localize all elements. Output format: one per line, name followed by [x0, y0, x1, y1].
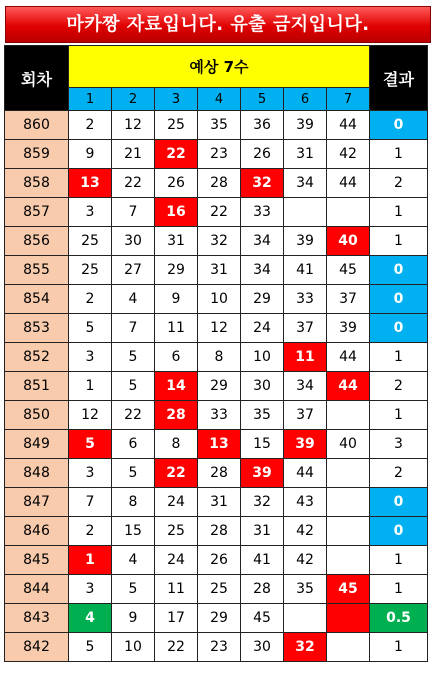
number-cell	[327, 633, 370, 662]
round-number: 849	[5, 430, 69, 459]
hit-number-cell: 4	[69, 604, 112, 633]
number-cell: 43	[284, 488, 327, 517]
result-cell: 0	[370, 517, 428, 546]
result-cell: 3	[370, 430, 428, 459]
hit-number-cell: 40	[327, 227, 370, 256]
number-cell: 9	[155, 285, 198, 314]
table-row	[5, 169, 428, 198]
hit-number-cell: 13	[198, 430, 241, 459]
round-number: 855	[5, 256, 69, 285]
round-number: 853	[5, 314, 69, 343]
number-cell: 11	[155, 314, 198, 343]
number-cell: 30	[241, 633, 284, 662]
column-header-5: 5	[241, 88, 284, 111]
column-header-3: 3	[155, 88, 198, 111]
number-cell: 7	[69, 488, 112, 517]
number-cell: 28	[198, 169, 241, 198]
number-cell: 33	[241, 198, 284, 227]
column-header-4: 4	[198, 88, 241, 111]
number-cell: 3	[69, 459, 112, 488]
round-number: 859	[5, 140, 69, 169]
number-cell	[327, 488, 370, 517]
number-cell: 25	[198, 575, 241, 604]
number-cell: 30	[112, 227, 155, 256]
number-cell: 7	[112, 198, 155, 227]
number-cell: 11	[155, 575, 198, 604]
number-cell: 25	[69, 256, 112, 285]
table-row	[5, 546, 428, 575]
number-cell: 9	[112, 604, 155, 633]
number-cell: 45	[327, 256, 370, 285]
table-row	[5, 575, 428, 604]
number-cell: 26	[198, 546, 241, 575]
table-row	[5, 488, 428, 517]
result-cell: 1	[370, 633, 428, 662]
number-cell: 34	[284, 169, 327, 198]
number-cell: 24	[155, 546, 198, 575]
table-row	[5, 140, 428, 169]
prediction-header: 예상 7수	[69, 46, 370, 88]
number-cell: 10	[112, 633, 155, 662]
number-cell: 39	[327, 314, 370, 343]
number-cell: 5	[69, 633, 112, 662]
hit-number-cell: 45	[327, 575, 370, 604]
number-cell: 37	[284, 401, 327, 430]
table-row	[5, 227, 428, 256]
number-cell: 22	[155, 633, 198, 662]
hit-number-cell	[327, 604, 370, 633]
number-cell: 44	[327, 169, 370, 198]
table-row	[5, 459, 428, 488]
number-cell: 22	[112, 169, 155, 198]
number-cell: 35	[198, 111, 241, 140]
table-row	[5, 401, 428, 430]
hit-number-cell: 11	[284, 343, 327, 372]
number-cell: 23	[198, 140, 241, 169]
result-cell: 0	[370, 111, 428, 140]
result-cell: 1	[370, 575, 428, 604]
number-cell: 5	[112, 343, 155, 372]
number-cell: 3	[69, 343, 112, 372]
result-cell: 0	[370, 488, 428, 517]
number-cell: 32	[241, 488, 284, 517]
result-cell: 0.5	[370, 604, 428, 633]
round-number: 846	[5, 517, 69, 546]
number-cell: 31	[241, 517, 284, 546]
number-cell: 2	[69, 517, 112, 546]
number-cell: 3	[69, 575, 112, 604]
number-cell: 5	[69, 314, 112, 343]
number-cell: 6	[155, 343, 198, 372]
number-cell: 28	[198, 517, 241, 546]
table-row	[5, 256, 428, 285]
number-cell	[327, 459, 370, 488]
round-number: 850	[5, 401, 69, 430]
column-header-7: 7	[327, 88, 370, 111]
number-cell: 23	[198, 633, 241, 662]
number-cell: 39	[284, 227, 327, 256]
number-cell: 32	[198, 227, 241, 256]
number-cell: 41	[284, 256, 327, 285]
number-cell: 22	[112, 401, 155, 430]
round-number: 844	[5, 575, 69, 604]
number-cell: 29	[155, 256, 198, 285]
number-cell: 8	[155, 430, 198, 459]
number-cell: 42	[284, 546, 327, 575]
number-cell: 2	[69, 111, 112, 140]
number-cell: 31	[198, 256, 241, 285]
number-cell: 34	[284, 372, 327, 401]
round-number: 854	[5, 285, 69, 314]
number-cell: 25	[155, 111, 198, 140]
banner-title: 마카짱 자료입니다. 유출 금지입니다.	[5, 6, 431, 43]
result-cell: 1	[370, 546, 428, 575]
result-cell: 1	[370, 227, 428, 256]
round-number: 842	[5, 633, 69, 662]
number-cell: 24	[155, 488, 198, 517]
column-header-2: 2	[112, 88, 155, 111]
hit-number-cell: 28	[155, 401, 198, 430]
result-cell: 1	[370, 401, 428, 430]
number-cell: 5	[112, 372, 155, 401]
result-cell: 2	[370, 372, 428, 401]
number-cell: 40	[327, 430, 370, 459]
number-cell: 30	[241, 372, 284, 401]
round-header: 회차	[5, 46, 69, 111]
table-row	[5, 343, 428, 372]
number-cell: 36	[241, 111, 284, 140]
result-cell: 2	[370, 459, 428, 488]
number-cell: 27	[112, 256, 155, 285]
number-cell: 24	[241, 314, 284, 343]
number-cell: 12	[69, 401, 112, 430]
number-cell	[284, 198, 327, 227]
number-cell	[327, 517, 370, 546]
number-cell: 12	[112, 111, 155, 140]
hit-number-cell: 13	[69, 169, 112, 198]
hit-number-cell: 1	[69, 546, 112, 575]
number-cell: 15	[112, 517, 155, 546]
number-cell: 5	[112, 459, 155, 488]
table-row	[5, 198, 428, 227]
hit-number-cell: 5	[69, 430, 112, 459]
round-number: 851	[5, 372, 69, 401]
number-cell: 29	[198, 372, 241, 401]
number-cell: 26	[155, 169, 198, 198]
number-cell: 9	[69, 140, 112, 169]
round-number: 847	[5, 488, 69, 517]
number-cell: 2	[69, 285, 112, 314]
round-number: 858	[5, 169, 69, 198]
round-number: 856	[5, 227, 69, 256]
number-cell: 42	[327, 140, 370, 169]
hit-number-cell: 22	[155, 140, 198, 169]
table-row	[5, 314, 428, 343]
number-cell: 7	[112, 314, 155, 343]
prediction-table	[4, 45, 428, 662]
number-cell: 10	[241, 343, 284, 372]
round-number: 843	[5, 604, 69, 633]
number-cell	[327, 546, 370, 575]
number-cell: 31	[198, 488, 241, 517]
round-number: 857	[5, 198, 69, 227]
result-cell: 2	[370, 169, 428, 198]
number-cell: 28	[241, 575, 284, 604]
number-cell: 31	[155, 227, 198, 256]
number-cell: 37	[284, 314, 327, 343]
result-cell: 0	[370, 256, 428, 285]
number-cell: 10	[198, 285, 241, 314]
number-cell: 35	[241, 401, 284, 430]
table-row	[5, 517, 428, 546]
number-cell: 3	[69, 198, 112, 227]
round-number: 860	[5, 111, 69, 140]
number-cell: 44	[327, 111, 370, 140]
hit-number-cell: 44	[327, 372, 370, 401]
result-cell: 1	[370, 343, 428, 372]
hit-number-cell: 32	[241, 169, 284, 198]
number-cell: 34	[241, 256, 284, 285]
number-cell: 35	[284, 575, 327, 604]
result-cell: 1	[370, 198, 428, 227]
number-cell: 42	[284, 517, 327, 546]
result-header: 결과	[370, 46, 428, 111]
number-cell: 1	[69, 372, 112, 401]
number-cell: 34	[241, 227, 284, 256]
number-cell: 37	[327, 285, 370, 314]
number-cell: 25	[155, 517, 198, 546]
table-row	[5, 633, 428, 662]
number-cell: 8	[198, 343, 241, 372]
hit-number-cell: 14	[155, 372, 198, 401]
hit-number-cell: 22	[155, 459, 198, 488]
table-row	[5, 430, 428, 459]
table-row	[5, 372, 428, 401]
table-row	[5, 285, 428, 314]
column-header-6: 6	[284, 88, 327, 111]
number-cell: 41	[241, 546, 284, 575]
number-cell	[284, 604, 327, 633]
number-cell: 33	[198, 401, 241, 430]
number-cell: 22	[198, 198, 241, 227]
result-cell: 0	[370, 314, 428, 343]
hit-number-cell: 39	[284, 430, 327, 459]
number-cell: 26	[241, 140, 284, 169]
number-cell: 29	[241, 285, 284, 314]
hit-number-cell: 16	[155, 198, 198, 227]
round-number: 852	[5, 343, 69, 372]
table-row	[5, 111, 428, 140]
number-cell: 29	[198, 604, 241, 633]
number-cell: 25	[69, 227, 112, 256]
number-cell: 15	[241, 430, 284, 459]
number-cell: 21	[112, 140, 155, 169]
table-row	[5, 604, 428, 633]
round-number: 848	[5, 459, 69, 488]
result-cell: 0	[370, 285, 428, 314]
number-cell: 39	[284, 111, 327, 140]
column-header-1: 1	[69, 88, 112, 111]
number-cell: 4	[112, 546, 155, 575]
number-cell	[327, 198, 370, 227]
result-cell: 1	[370, 140, 428, 169]
number-cell: 44	[284, 459, 327, 488]
number-cell: 33	[284, 285, 327, 314]
number-cell: 31	[284, 140, 327, 169]
number-cell: 8	[112, 488, 155, 517]
number-cell: 17	[155, 604, 198, 633]
hit-number-cell: 32	[284, 633, 327, 662]
number-cell: 44	[327, 343, 370, 372]
round-number: 845	[5, 546, 69, 575]
number-cell: 12	[198, 314, 241, 343]
number-cell: 5	[112, 575, 155, 604]
number-cell: 45	[241, 604, 284, 633]
number-cell: 6	[112, 430, 155, 459]
number-cell: 28	[198, 459, 241, 488]
number-cell	[327, 401, 370, 430]
number-cell: 4	[112, 285, 155, 314]
hit-number-cell: 39	[241, 459, 284, 488]
